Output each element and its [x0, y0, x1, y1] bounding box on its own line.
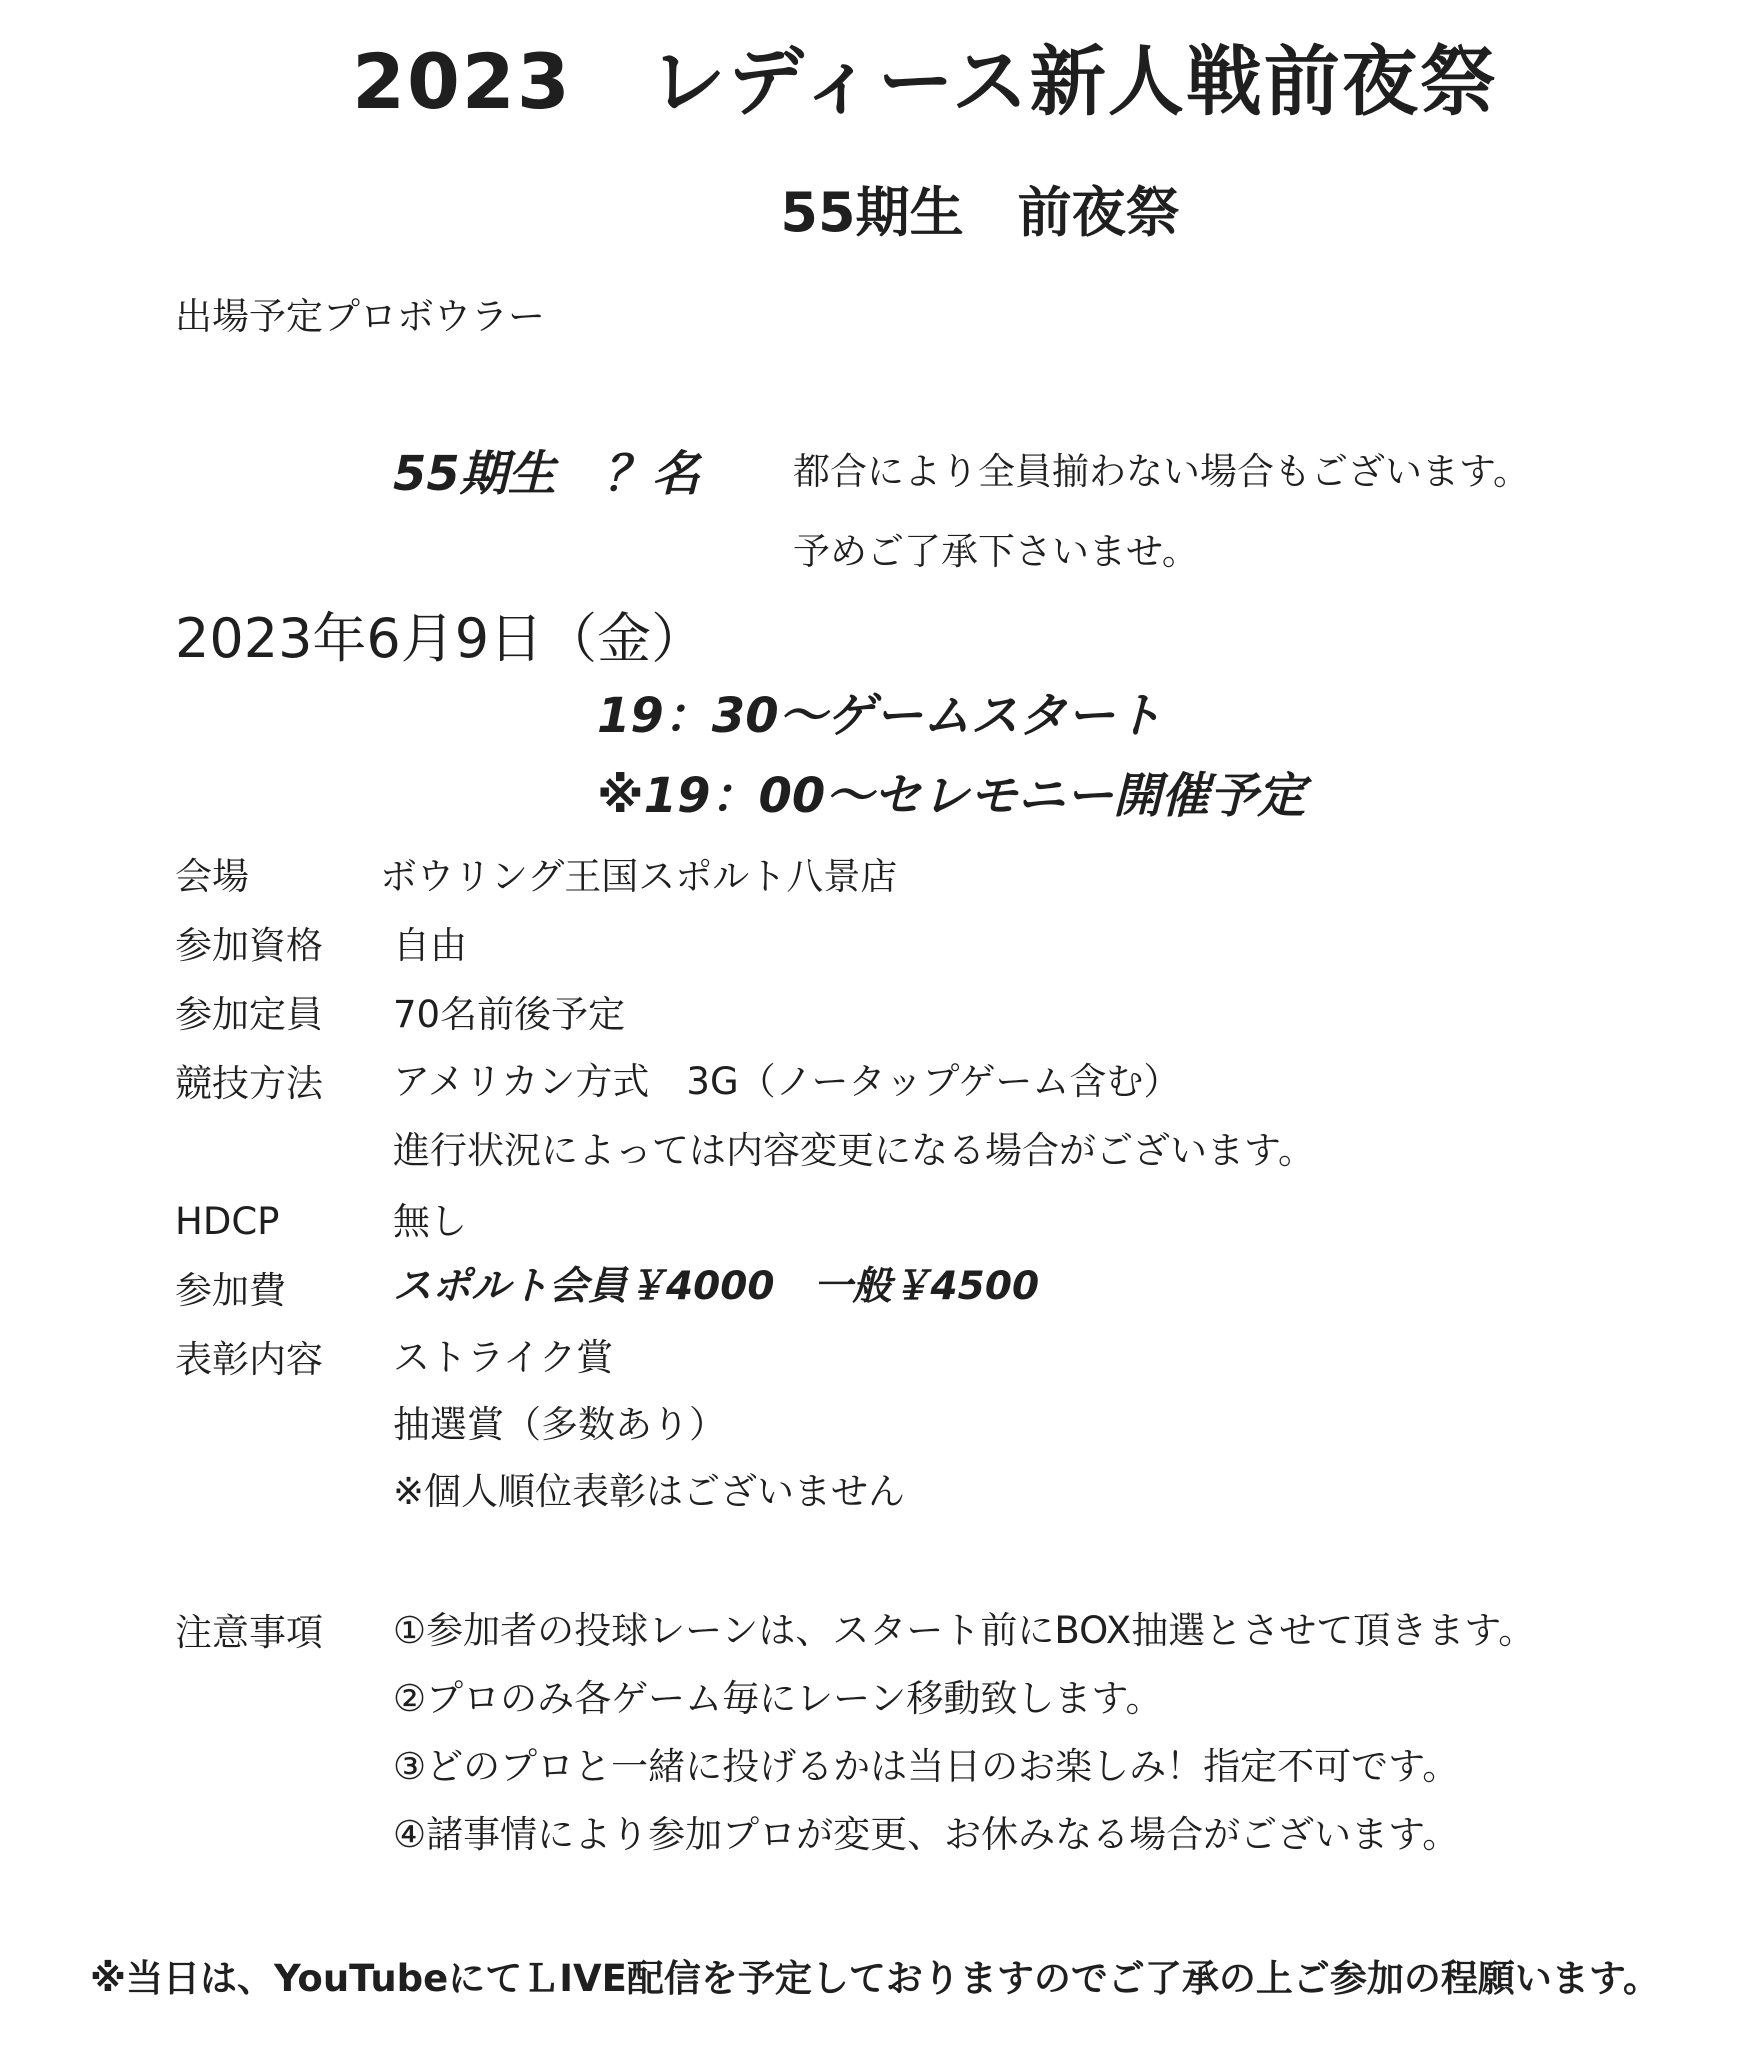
eligibility-label: 参加資格 [175, 924, 323, 967]
fee-value: スポルト会員￥4000 一般￥4500 [393, 1264, 1040, 1309]
venue-label: 会場 [175, 855, 249, 898]
pros-note-2: 予めご了承下さいませ。 [793, 530, 1199, 573]
footer-note: ※当日は、YouTubeにてＬIVE配信を予定しておりますのでご了承の上ご参加の程願います。 [90, 1957, 1660, 2000]
notes-item-3: ③どのプロと一緒に投げるかは当日のお楽しみ！指定不可です。 [393, 1745, 1460, 1788]
game-start-time: 19：30～ゲームスタート [597, 688, 1163, 744]
notes-item-2: ②プロのみ各ゲーム毎にレーン移動致します。 [393, 1677, 1163, 1720]
page-title: 2023 レディース新人戦前夜祭 [352, 37, 1498, 126]
notes-item-1: ①参加者の投球レーンは、スタート前にBOX抽選とさせて頂きます。 [393, 1609, 1536, 1652]
awards-label: 表彰内容 [175, 1338, 323, 1381]
hdcp-value: 無し [393, 1200, 467, 1243]
notes-label: 注意事項 [175, 1611, 323, 1654]
format-label: 競技方法 [175, 1062, 323, 1105]
fee-label: 参加費 [175, 1269, 286, 1312]
event-date: 2023年6月9日（金） [175, 607, 706, 670]
page-subtitle: 55期生 前夜祭 [780, 181, 1180, 244]
capacity-label: 参加定員 [175, 993, 323, 1036]
pros-count: 55期生 ？名 [393, 446, 700, 502]
format-value-2: 進行状況によっては内容変更になる場合がございます。 [393, 1129, 1316, 1172]
pros-note-1: 都合により全員揃わない場合もございます。 [793, 450, 1531, 493]
lead-text: 出場予定プロボウラー [175, 295, 545, 338]
awards-value-2: 抽選賞（多数あり） [393, 1403, 726, 1446]
capacity-value: 70名前後予定 [393, 993, 626, 1036]
hdcp-label: HDCP [175, 1200, 280, 1243]
ceremony-time: ※19：00～セレモニー開催予定 [597, 768, 1306, 824]
awards-value-3: ※個人順位表彰はございません [393, 1470, 906, 1513]
format-value-1: アメリカン方式 3G（ノータップゲーム含む） [393, 1060, 1181, 1103]
venue-value: ボウリング王国スポルト八景店 [380, 855, 898, 898]
awards-value-1: ストライク賞 [393, 1336, 614, 1379]
notes-item-4: ④諸事情により参加プロが変更、お休みなる場合がございます。 [393, 1813, 1460, 1856]
eligibility-value: 自由 [393, 924, 467, 967]
